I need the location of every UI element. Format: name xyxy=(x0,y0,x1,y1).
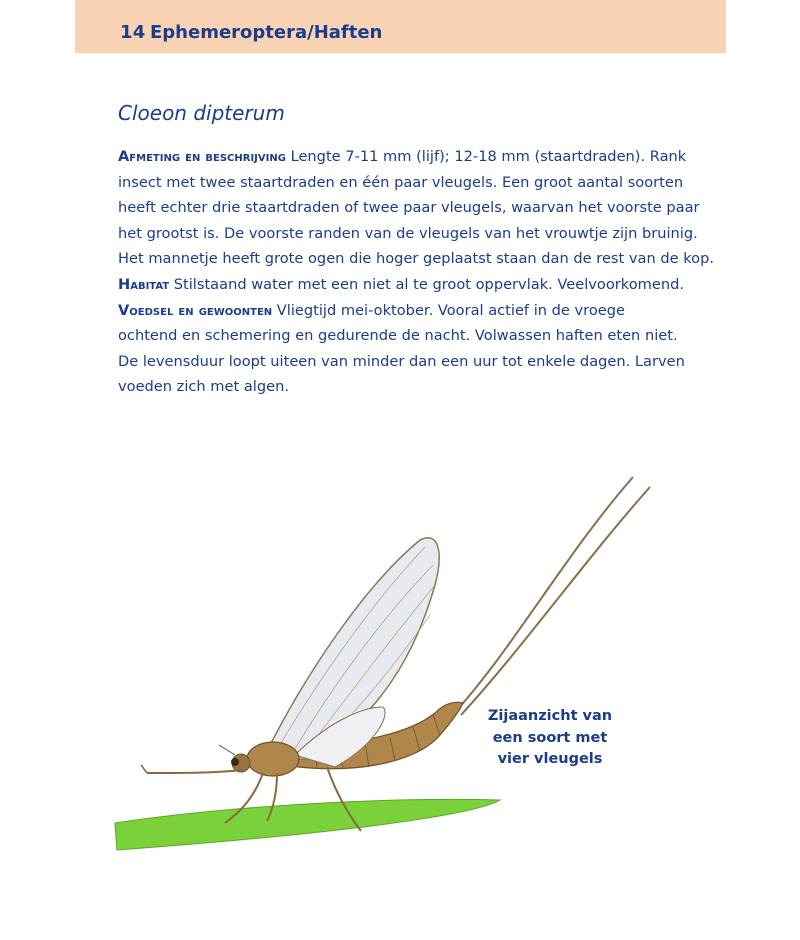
description-line: ochtend en schemering en gedurende de nacht. Volwassen haften eten niet. xyxy=(118,327,678,345)
mayfly-illustration xyxy=(95,475,705,875)
page-number: 14 xyxy=(120,22,146,43)
description-text xyxy=(118,144,714,400)
thorax xyxy=(247,742,299,776)
section-title: Ephemeroptera/Haften xyxy=(150,22,383,43)
description-line: Voedsel en gewoonten Vliegtijd mei-oktober. Vooral actief in de vroege xyxy=(118,301,625,319)
description-line: insect met twee staartdraden en één paar vleugels. Een groot aantal soorten xyxy=(118,173,684,191)
species-title: Cloeon dipterum xyxy=(118,101,285,125)
caption-line: vier vleugels xyxy=(497,751,603,767)
description-line: Het mannetje heeft grote ogen die hoger geplaatst staan dan de rest van de kop. xyxy=(118,250,714,268)
description-line: voeden zich met algen. xyxy=(118,378,289,396)
description-line: heeft echter drie staartdraden of twee paar vleugels, waarvan het voorste paar xyxy=(118,199,700,217)
tail-filament xyxy=(461,487,650,715)
figure-caption xyxy=(480,706,620,771)
description-line: het grootst is. De voorste randen van de vleugels van het vrouwtje zijn bruinig. xyxy=(118,224,698,242)
keyword-habitat: Habitat xyxy=(118,275,170,293)
grass-blade xyxy=(115,799,500,850)
caption-line: een soort met xyxy=(492,729,608,746)
tail-filament xyxy=(457,477,633,710)
description-line: Afmeting en beschrijving Lengte 7-11 mm (lijf); 12-18 mm (staartdraden). Rank xyxy=(118,148,687,165)
description-line: De levensduur loopt uiteen van minder dan een uur tot enkele dagen. Larven xyxy=(118,352,685,370)
mayfly-drawing xyxy=(95,475,705,875)
description-line: Habitat Stilstaand water met een niet al te groot oppervlak. Veelvoorkomend. xyxy=(118,275,684,293)
caption-line: Zijaanzicht van xyxy=(487,708,613,724)
keyword-food: Voedsel en gewoonten xyxy=(118,301,273,319)
eye xyxy=(231,758,239,766)
keyword-size: Afmeting en beschrijving xyxy=(118,148,286,165)
